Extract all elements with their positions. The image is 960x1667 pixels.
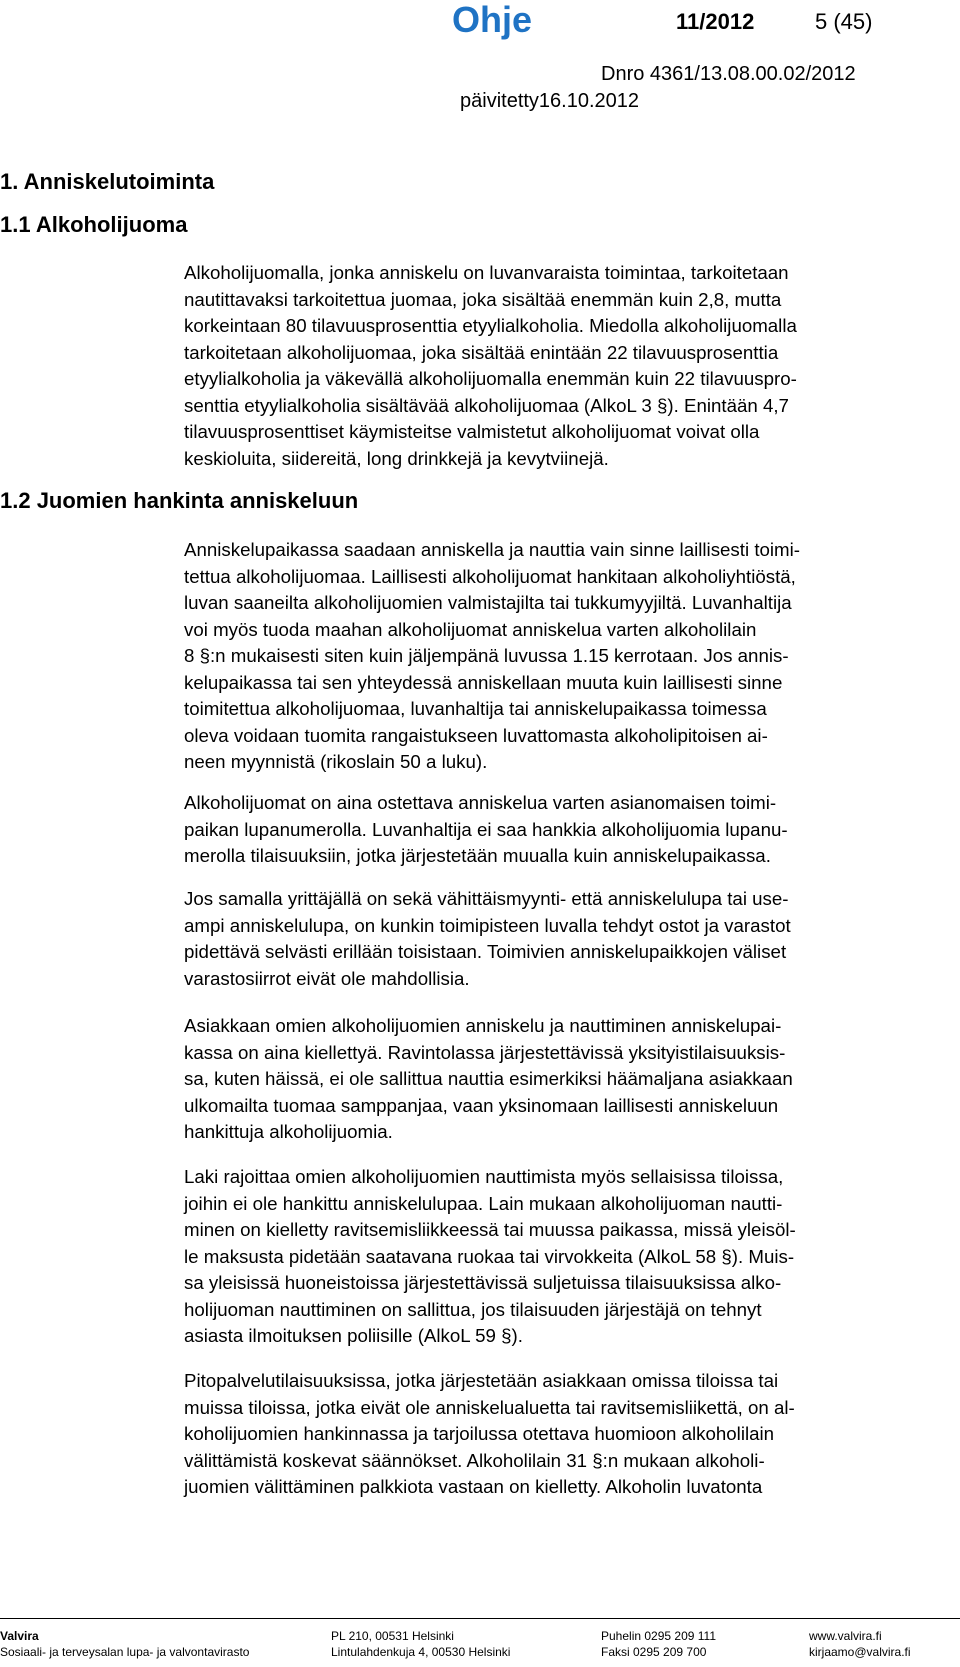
paragraph-line: pidettävä selvästi erillään toisistaan. Toimivien anniskelupaikkojen väliset — [184, 941, 787, 962]
paragraph-line: nautittavaksi tarkoitettua juomaa, joka sisältää enemmän kuin 2,8, mutta — [184, 288, 782, 310]
paragraph-line: etyylialkoholia ja väkevällä alkoholijuomalla enemmän kuin 22 tilavuuspro- — [184, 368, 797, 389]
paragraph-line: hankittuja alkoholijuomia. — [184, 1121, 393, 1142]
document-number: Dnro 4361/13.08.00.02/2012 — [601, 63, 856, 85]
footer-postal-address: PL 210, 00531 Helsinki — [331, 1629, 454, 1643]
paragraph-line: sa, kuten häissä, ei ole sallittua nauttia esimerkiksi häämaljana asiakkaan — [184, 1068, 793, 1089]
paragraph-line: le maksusta pidetään saatavana ruokaa tai virvokkeita (AlkoL 58 §). Muis- — [184, 1245, 795, 1267]
paragraph-line: minen on kielletty ravitsemisliikkeessä tai muussa paikassa, missä yleisöl- — [184, 1219, 796, 1240]
footer-org-fullname: Sosiaali- ja terveysalan lupa- ja valvontavirasto — [0, 1645, 250, 1659]
paragraph-line: paikan lupanumerolla. Luvanhaltija ei saa hankkia alkoholijuomia lupanu- — [184, 818, 788, 840]
paragraph-line: oleva voidaan tuomita rangaistukseen luvattomasta alkoholipitoisen ai- — [184, 724, 768, 746]
paragraph-line: neen myynnistä (rikoslain 50 a luku). — [184, 751, 488, 772]
paragraph-line: kelupaikassa tai sen yhteydessä anniskellaan muuta kuin laillisesti sinne — [184, 671, 783, 693]
footer-phone — [601, 1628, 716, 1660]
paragraph-line: Anniskelupaikassa saadaan anniskella ja nauttia vain sinne laillisesti toimi- — [184, 539, 800, 560]
paragraph-line: joihin ei ole hankittu anniskelulupaa. Lain mukaan alkoholijuoman nautti- — [184, 1192, 783, 1214]
paragraph-line: kassa on aina kiellettyä. Ravintolassa järjestettävissä yksityistilaisuuksis- — [184, 1041, 786, 1063]
paragraph-line: varastosiirrot eivät ole mahdollisia. — [184, 967, 470, 989]
section-heading-anniskelutoiminta: 1. Anniskelutoiminta — [0, 169, 215, 194]
section-heading-juomien-hankinta: 1.2 Juomien hankinta anniskeluun — [0, 488, 359, 513]
paragraph-line: keskioluita, siidereitä, long drinkkejä ja kevytviinejä. — [184, 447, 609, 469]
paragraph-line: senttia etyylialkoholia sisältävää alkoholijuomaa (AlkoL 3 §). Enintään 4,7 — [184, 394, 789, 416]
footer-email-link[interactable]: kirjaamo@valvira.fi — [809, 1645, 911, 1659]
footer-address — [331, 1628, 510, 1660]
paragraph-line: koholijuomien hankinnassa ja tarjoilussa otettava huomioon alkoholilain — [184, 1423, 775, 1444]
paragraph-line: holijuoman nauttiminen on sallittua, jos tilaisuuden järjestäjä on tehnyt — [184, 1298, 762, 1320]
footer-street-address: Lintulahdenkuja 4, 00530 Helsinki — [331, 1645, 511, 1659]
paragraph-line: tettua alkoholijuomaa. Laillisesti alkoholijuomat hankitaan alkoholiyhtiöstä, — [184, 565, 796, 587]
paragraph-line: Jos samalla yrittäjällä on sekä vähittäismyynti- että anniskelulupa tai use- — [184, 888, 789, 909]
paragraph-line: korkeintaan 80 tilavuusprosenttia etyylialkoholia. Miedolla alkoholijuomalla — [184, 315, 797, 336]
footer-fax-number: Faksi 0295 209 700 — [601, 1645, 707, 1659]
brand-title: Ohje — [452, 0, 533, 40]
paragraph-line: Alkoholijuomat on aina ostettava anniskelua varten asianomaisen toimi- — [184, 792, 777, 813]
paragraph-line: Alkoholijuomalla, jonka anniskelu on luvanvaraista toimintaa, tarkoitetaan — [184, 262, 789, 283]
paragraph-line: tilavuusprosenttiset käymisteitse valmistetut alkoholijuomat voivat olla — [184, 421, 760, 442]
document-date: 11/2012 — [676, 9, 755, 34]
paragraph-line: asiasta ilmoituksen poliisille (AlkoL 59 §). — [184, 1325, 523, 1346]
footer-org-name: Valvira — [0, 1629, 39, 1643]
paragraph-varastot — [184, 886, 944, 992]
paragraph-line: ampi anniskelulupa, on kunkin toimipisteen luvalla tehdyt ostot ja varastot — [184, 914, 791, 936]
footer-organization — [0, 1628, 249, 1660]
paragraph-line: luvan saaneilta alkoholijuomien valmistajilta tai tukkumyyjiltä. Luvanhaltija — [184, 592, 792, 613]
page-number: 5 (45) — [815, 9, 873, 34]
paragraph-pitopalvelu — [184, 1368, 944, 1501]
updated-date: päivitetty16.10.2012 — [460, 90, 640, 112]
paragraph-line: välittämistä koskevat säännökset. Alkoholilain 31 §:n mukaan alkoholi- — [184, 1449, 765, 1471]
paragraph-lupanumero — [184, 790, 944, 870]
paragraph-line: muissa tiloissa, jotka eivät ole anniskelualuetta tai ravitsemisliikettä, on al- — [184, 1396, 795, 1418]
paragraph-line: ulkomailta tuomaa samppanjaa, vaan yksinomaan laillisesti anniskeluun — [184, 1094, 779, 1116]
paragraph-line: Asiakkaan omien alkoholijuomien anniskelu ja nauttiminen anniskelupai- — [184, 1015, 782, 1036]
paragraph-laki-rajoittaa — [184, 1164, 944, 1350]
section-heading-alkoholijuoma: 1.1 Alkoholijuoma — [0, 212, 188, 237]
paragraph-line: tarkoitetaan alkoholijuomaa, joka sisältää enintään 22 tilavuusprosenttia — [184, 341, 779, 363]
paragraph-anniskelupaikka — [184, 537, 944, 776]
paragraph-line: voi myös tuoda maahan alkoholijuomat anniskelua varten alkoholilain — [184, 618, 757, 640]
paragraph-line: toimitettua alkoholijuomaa, luvanhaltija tai anniskelupaikassa toimessa — [184, 698, 767, 719]
paragraph-line: Laki rajoittaa omien alkoholijuomien nauttimista myös sellaisissa tiloissa, — [184, 1166, 784, 1187]
paragraph-line: sa yleisissä huoneistoissa järjestettävissä suljetuissa tilaisuuksissa alko- — [184, 1272, 782, 1293]
paragraph-line: 8 §:n mukaisesti siten kuin jäljempänä luvussa 1.15 kerrotaan. Jos annis- — [184, 645, 789, 666]
footer-phone-number: Puhelin 0295 209 111 — [601, 1629, 716, 1643]
paragraph-omat-juomat — [184, 1013, 944, 1146]
footer-contact — [809, 1628, 911, 1660]
footer-divider — [0, 1618, 960, 1619]
paragraph-alkoholijuoma — [184, 260, 944, 472]
footer-website-link[interactable]: www.valvira.fi — [809, 1629, 882, 1643]
paragraph-line: juomien välittäminen palkkiota vastaan on kielletty. Alkoholin luvatonta — [184, 1476, 763, 1497]
paragraph-line: Pitopalvelutilaisuuksissa, jotka järjestetään asiakkaan omissa tiloissa tai — [184, 1370, 779, 1391]
paragraph-line: merolla tilaisuuksiin, jotka järjestetään muualla kuin anniskelupaikassa. — [184, 845, 771, 866]
